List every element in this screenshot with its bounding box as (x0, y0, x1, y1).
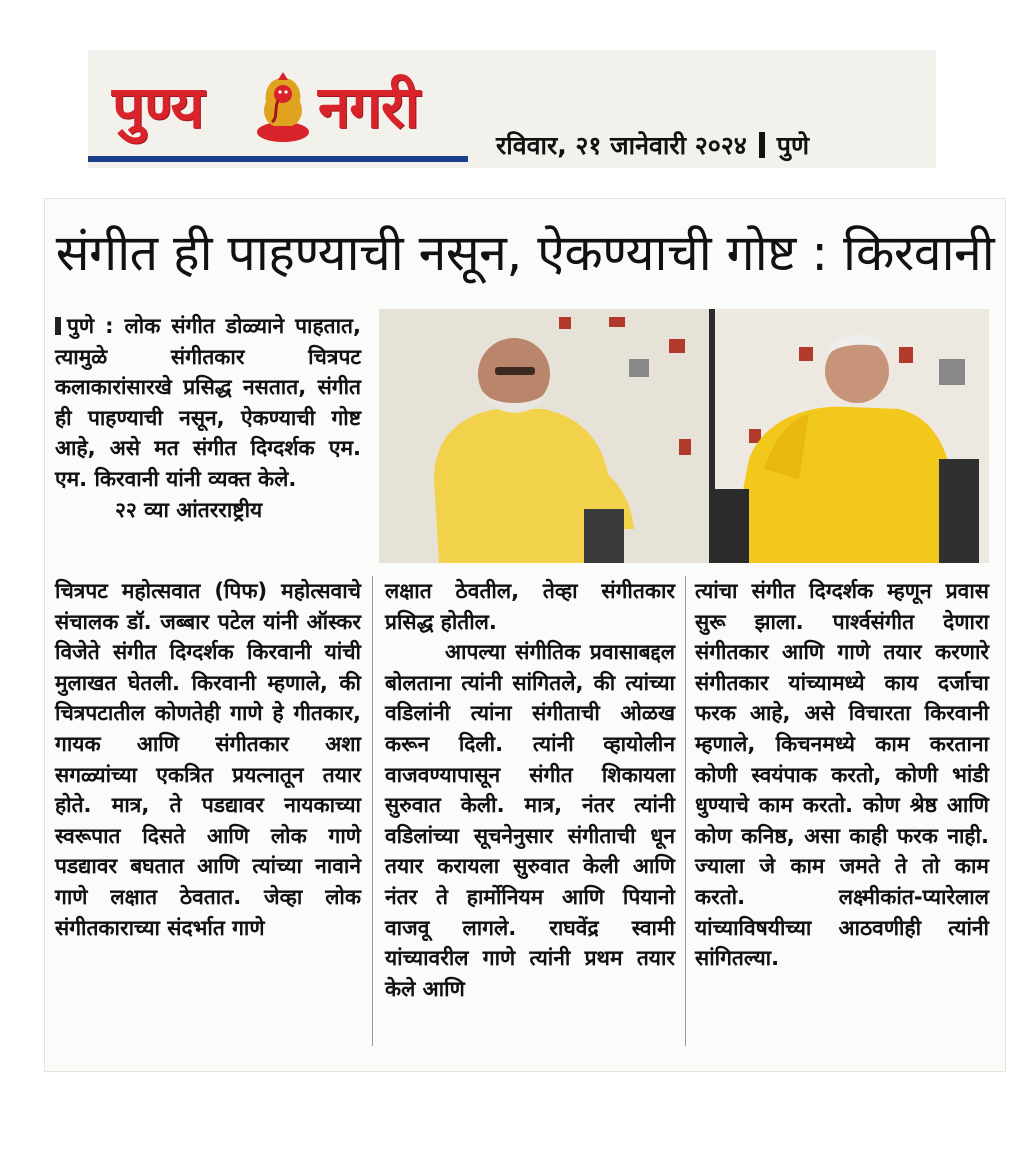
separator-bar (759, 132, 765, 158)
article-column-3 (695, 576, 989, 974)
dateline-marker-icon (55, 317, 61, 335)
article-headline: संगीत ही पाहण्याची नसून, ऐकण्याची गोष्ट : किरवानी (55, 224, 995, 282)
lead-text: पुणे : लोक संगीत डोळ्याने पाहतात, त्यामुळे संगीतकार चित्रपट कलाकारांसारखे प्रसिद्ध नसतात, संगीत ही पाहण्याची नसून, ऐकण्याची गोष्ट आहे, असे मत संगीत दिग्दर्शक एम. एम. किरवानी यांनी व्यक्त केले. (55, 314, 361, 491)
edition-city: पुणे (776, 131, 810, 160)
logo-underline (88, 156, 468, 162)
article-column-1 (55, 576, 361, 943)
news-article (44, 198, 1006, 1072)
two-men-on-stage-photo (379, 309, 989, 563)
article-column-1-top (55, 311, 361, 525)
paragraph-2-start: २२ व्या आंतरराष्ट्रीय (115, 497, 263, 522)
edition-date: रविवार, २१ जानेवारी २०२४ (496, 131, 747, 160)
article-column-2 (385, 576, 675, 1004)
lead-paragraph (55, 311, 361, 495)
logo-text-left: पुण्य (112, 73, 204, 141)
paragraph-5: त्यांचा संगीत दिग्दर्शक म्हणून प्रवास सुरू झाला. पार्श्वसंगीत देणारा संगीतकार आणि गाणे तयार करणारे संगीतकार यांच्यामध्ये काय दर्जाचा फरक आहे, असे विचारता किरवानी म्हणाले, किचनमध्ये काम करताना कोणी स्वयंपाक करतो, कोणी भांडी धुण्याचे काम करतो. कोण श्रेष्ठ आणि कोण कनिष्ठ, असा काही फरक नाही. ज्याला जे काम जमते ते तो काम करतो. लक्ष्मीकांत-प्यारेलाल यांच्याविषयीच्या आठवणीही त्यांनी सांगितल्या. (695, 579, 989, 971)
column-rule (685, 576, 686, 1046)
masthead (88, 50, 936, 168)
logo-text-right: नगरी (318, 73, 419, 141)
paragraph-4: आपल्या संगीतिक प्रवासाबद्दल बोलताना त्यांनी सांगितले, की त्यांच्या वडिलांनी त्यांना संगीताची ओळख करून दिली. त्यांनी व्हायोलीन वाजवण्यापासून संगीत शिकायला सुरुवात केली. मात्र, नंतर त्यांनी वडिलांच्या सूचनेनुसार संगीताची धून तयार करायला सुरुवात केली आणि नंतर ते हार्मोनियम आणि पियानो वाजवू लागले. राघवेंद्र स्वामी यांच्यावरील गाणे त्यांनी प्रथम तयार केले आणि (385, 640, 675, 1001)
ganesha-emblem-icon (252, 70, 314, 148)
paragraph-2: चित्रपट महोत्सवात (पिफ) महोत्सवाचे संचालक डॉ. जब्बार पटेल यांनी ऑस्कर विजेते संगीत दिग्दर्शक किरवानी यांची मुलाखत घेतली. किरवानी म्हणाले, की चित्रपटातील कोणतेही गाणे हे गीतकार, गायक आणि संगीतकार अशा सगळ्यांच्या एकत्रित प्रयत्नातून तयार होते. मात्र, ते पडद्यावर नायकाच्या स्वरूपात दिसते आणि लोक गाणे पडद्यावर बघतात आणि त्यांच्या नावाने गाणे लक्षात ठेवतात. जेव्हा लोक संगीतकाराच्या संदर्भात गाणे (55, 579, 361, 940)
column-rule (372, 576, 373, 1046)
newspaper-logo (88, 50, 468, 168)
photo-illustration (379, 309, 989, 563)
paragraph-3: लक्षात ठेवतील, तेव्हा संगीतकार प्रसिद्ध होतील. (385, 579, 675, 634)
dateline (496, 128, 809, 162)
